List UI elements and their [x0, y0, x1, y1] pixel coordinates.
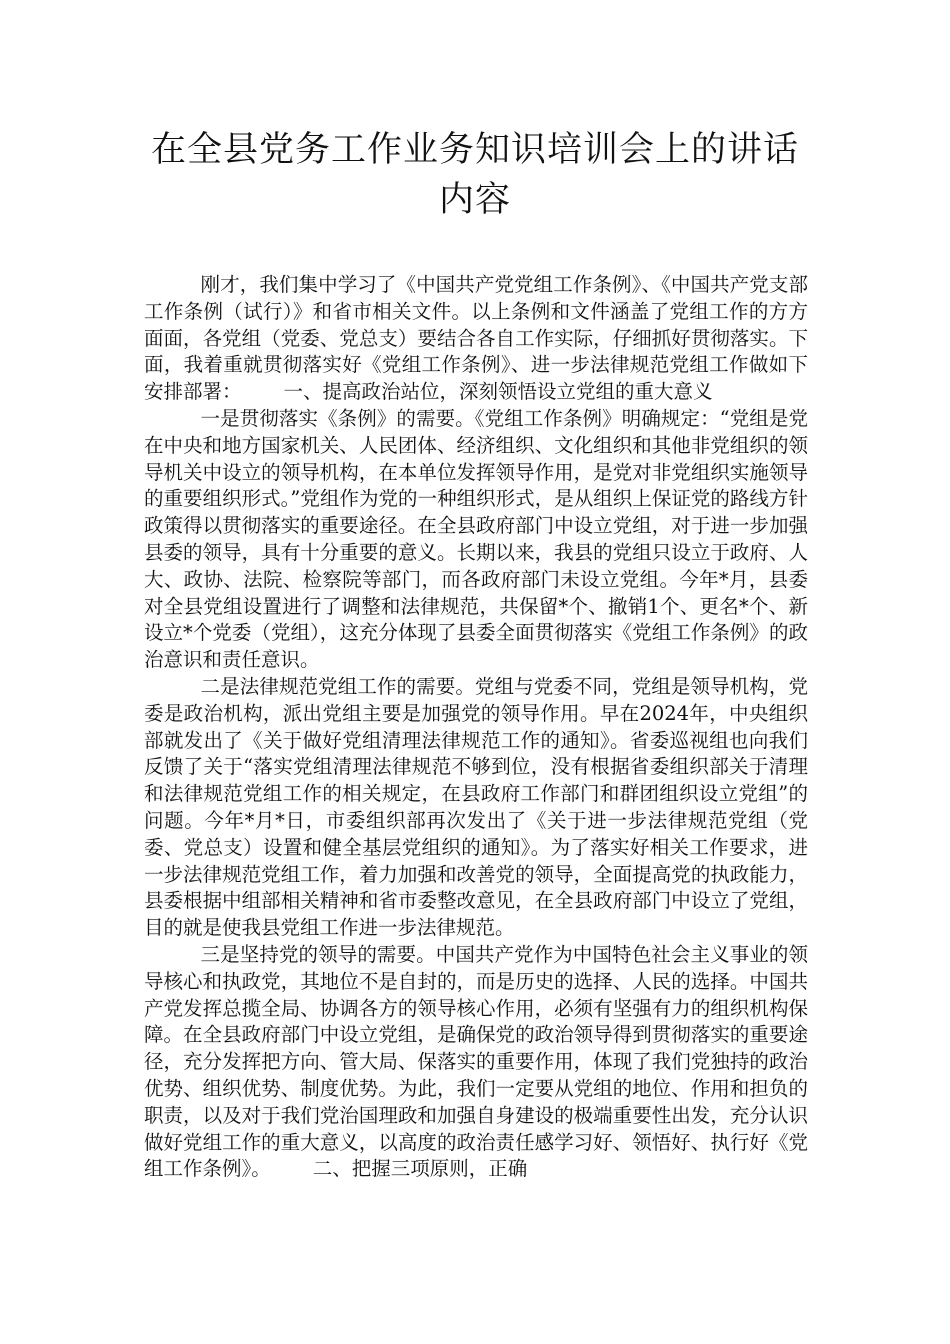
- paragraph-point-3-text: 三是坚持党的领导的需要。中国共产党作为中国特色社会主义事业的领导核心和执政党，其地位不是自封的，而是历史的选择、人民的选择。中国共产党发挥总揽全局、协调各方的领导核心作用，必须有坚强有力的组织机构保障。在全县政府部门中设立党组，是确保党的政治领导得到贯彻落实的重要途径，充分发挥把方向、管大局、保落实的重要作用，体现了我们党独持的政治优势、组织优势、制度优势。为此，我们一定要从党组的地位、作用和担负的职责，以及对于我们党治国理政和加强自身建设的极端重要性出发，充分认识做好党组工作的重大意义，以高度的政治责任感学习好、领悟好、执行好《党组工作条例》。: [144, 942, 808, 1181]
- paragraph-point-1: 一是贯彻落实《条例》的需要。《党组工作条例》明确规定：“党组是党在中央和地方国家机关、人民团体、经济组织、文化组织和其他非党组织的领导机关中设立的领导机构，在本单位发挥领导作用，是党对非党组织实施领导的重要组织形式。”党组作为党的一种组织形式，是从组织上保证党的路线方针政策得以贯彻落实的重要途径。在全县政府部门中设立党组，对于进一步加强县委的领导，具有十分重要的意义。长期以来，我县的党组只设立于政府、人大、政协、法院、检察院等部门，而各政府部门未设立党组。今年*月，县委对全县党组设置进行了调整和法律规范，共保留*个、撤销1个、更名*个、新设立*个党委（党组），这充分体现了县委全面贯彻落实《党组工作条例》的政治意识和责任意识。: [144, 406, 808, 672]
- document-body: [144, 272, 808, 1183]
- document-title: [130, 125, 820, 225]
- title-line-1: 在全县党务工作业务知识培训会上的讲话: [150, 130, 799, 170]
- section-heading-2: 二、把握三项原则，正确: [312, 1157, 528, 1181]
- paragraph-intro: [144, 272, 808, 406]
- section-heading-1: 一、提高政治站位，深刻领悟设立党组的重大意义: [283, 380, 713, 404]
- paragraph-point-3: [144, 942, 808, 1183]
- paragraph-point-2: 二是法律规范党组工作的需要。党组与党委不同，党组是领导机构，党委是政治机构，派出党组主要是加强党的领导作用。早在2024年，中央组织部就发出了《关于做好党组清理法律规范工作的通知》。省委巡视组也向我们反馈了关于“落实党组清理法律规范不够到位，没有根据省委组织部关于清理和法律规范党组工作的相关规定，在县政府工作部门和群团组织设立党组”的问题。今年*月*日，市委组织部再次发出了《关于进一步法律规范党组（党委、党总支）设置和健全基层党组织的通知》。为了落实好相关工作要求，进一步法律规范党组工作，着力加强和改善党的领导，全面提高党的执政能力，县委根据中组部相关精神和省市委整改意见，在全县政府部门中设立了党组，目的就是使我县党组工作进一步法律规范。: [144, 674, 808, 940]
- title-line-2: 内容: [438, 180, 511, 220]
- paragraph-intro-text: 刚才，我们集中学习了《中国共产党党组工作条例》、《中国共产党支部工作条例（试行）》和省市相关文件。以上条例和文件涵盖了党组工作的方方面面，各党组（党委、党总支）要结合各自工作实际，仔细抓好贯彻落实。下面，我着重就贯彻落实好《党组工作条例》、进一步法律规范党组工作做如下安排部署：: [144, 273, 808, 404]
